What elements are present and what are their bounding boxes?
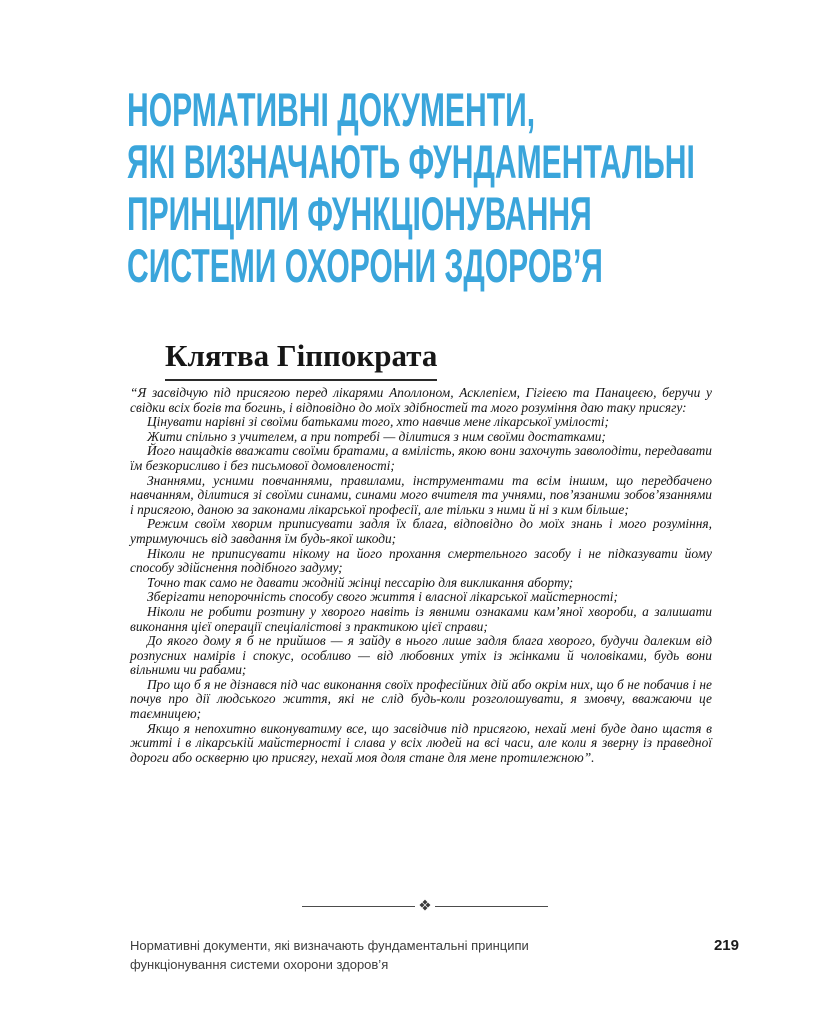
oath-paragraph: Ніколи не робити розтину у хворого навіть із явними ознаками кам’яної хвороби, а залишати виконання цієї операції спеціалістові з практикою цієї справи; — [130, 603, 712, 634]
oath-paragraph: Жити спільно з учителем, а при потребі — ділитися з ним своїми достатками; — [147, 428, 606, 444]
chapter-heading-line: ЯКІ ВИЗНАЧАЮТЬ ФУНДАМЕНТАЛЬНІ — [127, 135, 695, 188]
oath-paragraph: Про що б я не дізнався під час виконання своїх професійних дій або окрім них, що б не побачив і не почув про дії людського життя, які не слід будь-коли розголошувати, я змовчу, вважаючи це таємницею; — [130, 676, 712, 722]
oath-paragraph: Цінувати нарівні зі своїми батьками того, хто навчив мене лікарської умілості; — [147, 414, 609, 430]
chapter-heading-line: СИСТЕМИ ОХОРОНИ ЗДОРОВ’Я — [127, 239, 603, 292]
chapter-heading-line: НОРМАТИВНІ ДОКУМЕНТИ, — [127, 83, 536, 136]
oath-paragraph: Знаннями, усними повчаннями, правилами, інструментами та всім іншим, що передбачено навчанням, ділитися зі своїми синами, синами мого вчителя та учнями, пов’язаними зобов’язаннями і присягою, даною за законами лікарської професії, але тільки з ними й ні з ким більше; — [130, 472, 712, 517]
chapter-heading-line: ПРИНЦИПИ ФУНКЦІОНУВАННЯ — [127, 187, 592, 240]
divider-line-left — [302, 906, 415, 907]
oath-paragraph: Якщо я непохитно виконуватиму все, що засвідчив під присягою, нехай мені буде дано щастя в житті і в лікарській майстерності і слава у всіх людей на всі часи, але коли я зверну із праведної дороги або оскверню цю присягу, нехай моя доля стане для мене протилежною”. — [130, 720, 712, 765]
page-number: 219 — [713, 937, 739, 954]
running-footer — [130, 936, 600, 974]
diamond-ornament-icon: ❖ — [418, 896, 432, 914]
oath-paragraph: До якого дому я б не прийшов — я зайду в нього лише задля блага хворого, будучи далеким від розпусних намірів і спокус, особливо — від любовних утіх із жінками й чоловіками, будь вони вільними чи рабами; — [130, 633, 712, 678]
footer-line-2: функціонування системи охорони здоров’я — [130, 957, 389, 972]
oath-paragraph: Його нащадків вважати своїми братами, а вмілість, якою вони захочуть заволодіти, передавати їм безкорисливо і без письмової домовленості; — [130, 443, 712, 473]
oath-paragraph: Зберігати непорочність способу свого життя і власної лікарської майстерності; — [147, 589, 618, 605]
oath-paragraph: Ніколи не приписувати нікому на його прохання смертельного засобу і не підказувати йому способу здійснення подібного задуму; — [130, 545, 712, 576]
oath-paragraph: Точно так само не давати жодній жінці пессарію для викликання аборту; — [147, 574, 574, 590]
chapter-heading — [127, 84, 831, 292]
ornament-divider — [302, 897, 548, 915]
section-title: Клятва Гіппократа — [165, 338, 437, 381]
footer-line-1: Нормативні документи, які визначають фундаментальні принципи — [130, 938, 529, 953]
oath-text — [130, 386, 712, 765]
oath-paragraph: Режим своїм хворим приписувати задля їх блага, відповідно до моїх знань і мого розуміння, утримуючись від завдання їм будь-якої шкоди; — [130, 516, 712, 546]
oath-paragraph: “Я засвідчую під присягою перед лікарями Аполлоном, Асклепієм, Гігіеєю та Панацеєю, беручи у свідки всіх богів та богинь, і відповідно до моїх здібностей та мого розуміння даю таку присягу: — [130, 385, 712, 415]
divider-line-right — [435, 906, 548, 907]
